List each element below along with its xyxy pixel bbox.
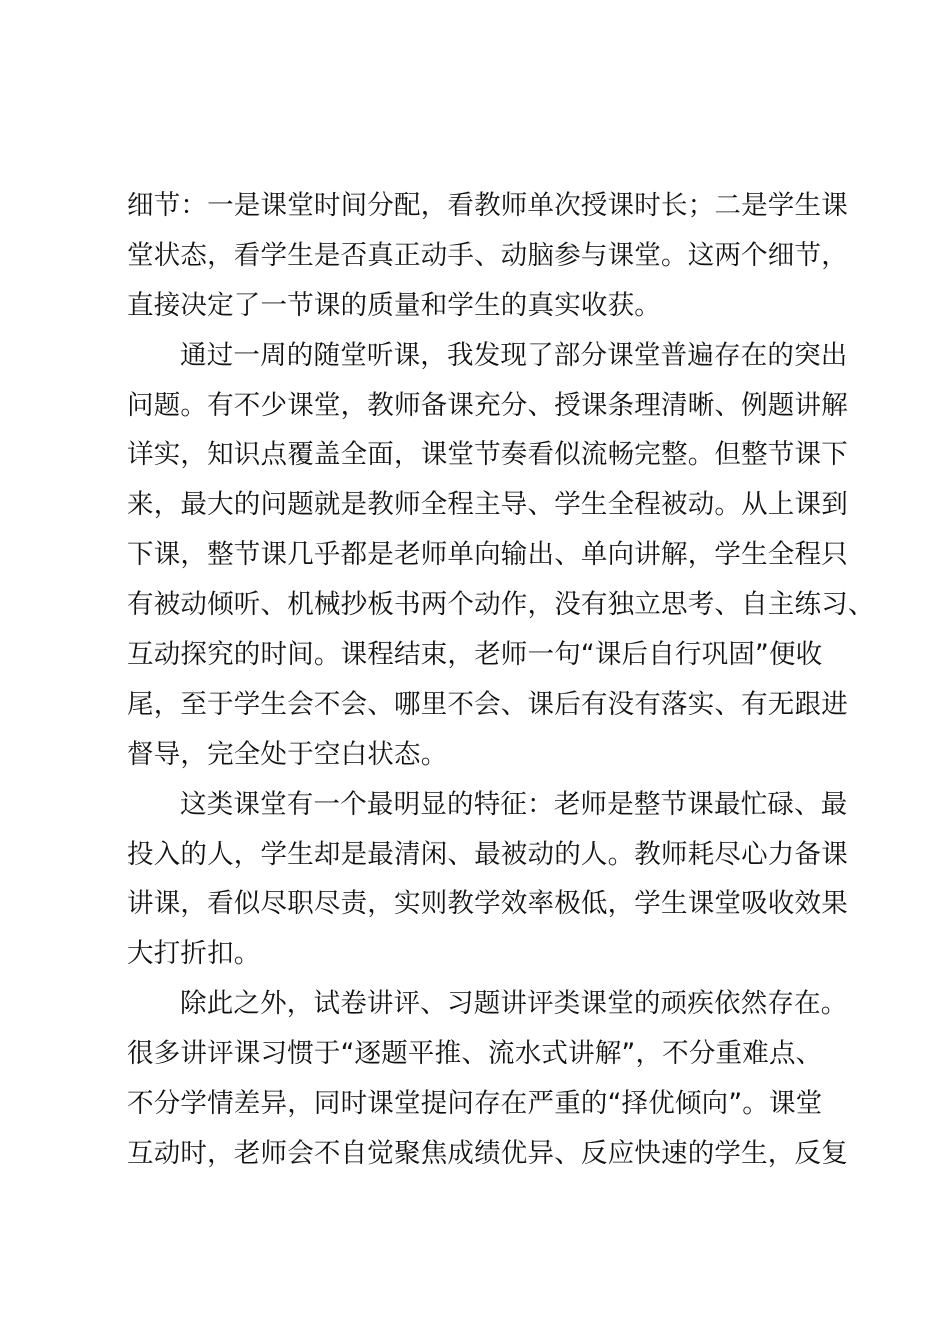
text-line: 直接决定了一节课的质量和学生的真实收获。: [127, 289, 661, 321]
text-line: 大打折扣。: [127, 938, 261, 970]
text-line: 投入的人，学生却是最清闲、最被动的人。教师耗尽心力备课: [127, 838, 848, 870]
paragraph-start-line: 除此之外，试卷讲评、习题讲评类课堂的顽疾依然存在。: [180, 988, 848, 1020]
text-line: 下课，整节课几乎都是老师单向输出、单向讲解，学生全程只: [127, 539, 848, 571]
text-line: 详实，知识点覆盖全面，课堂节奏看似流畅完整。但整节课下: [127, 439, 848, 471]
text-line: 堂状态，看学生是否真正动手、动脑参与课堂。这两个细节，: [127, 239, 848, 271]
text-line: 问题。有不少课堂，教师备课充分、授课条理清晰、例题讲解: [127, 389, 848, 421]
text-line: 互动时，老师会不自觉聚焦成绩优异、反应快速的学生，反复: [127, 1137, 848, 1169]
text-line: 很多讲评课习惯于“逐题平推、流水式讲解”，不分重难点、: [127, 1038, 823, 1070]
text-line: 尾，至于学生会不会、哪里不会、课后有没有落实、有无跟进: [127, 688, 848, 720]
text-line: 互动探究的时间。课程结束，老师一句“课后自行巩固”便收: [127, 639, 823, 671]
paragraph-start-line: 这类课堂有一个最明显的特征：老师是整节课最忙碌、最: [180, 788, 848, 820]
text-line: 督导，完全处于空白状态。: [127, 738, 448, 770]
body-text: [127, 181, 875, 1179]
text-line: 讲课，看似尽职尽责，实则教学效率极低，学生课堂吸收效果: [127, 888, 848, 920]
text-line: 有被动倾听、机械抄板书两个动作，没有独立思考、自主练习、: [127, 589, 875, 621]
paragraph-start-line: 通过一周的随堂听课，我发现了部分课堂普遍存在的突出: [180, 339, 848, 371]
text-line: 不分学情差异，同时课堂提问存在严重的“择优倾向”。课堂: [127, 1088, 823, 1120]
text-line: 来，最大的问题就是教师全程主导、学生全程被动。从上课到: [127, 489, 848, 521]
text-line: 细节：一是课堂时间分配，看教师单次授课时长；二是学生课: [127, 190, 848, 221]
